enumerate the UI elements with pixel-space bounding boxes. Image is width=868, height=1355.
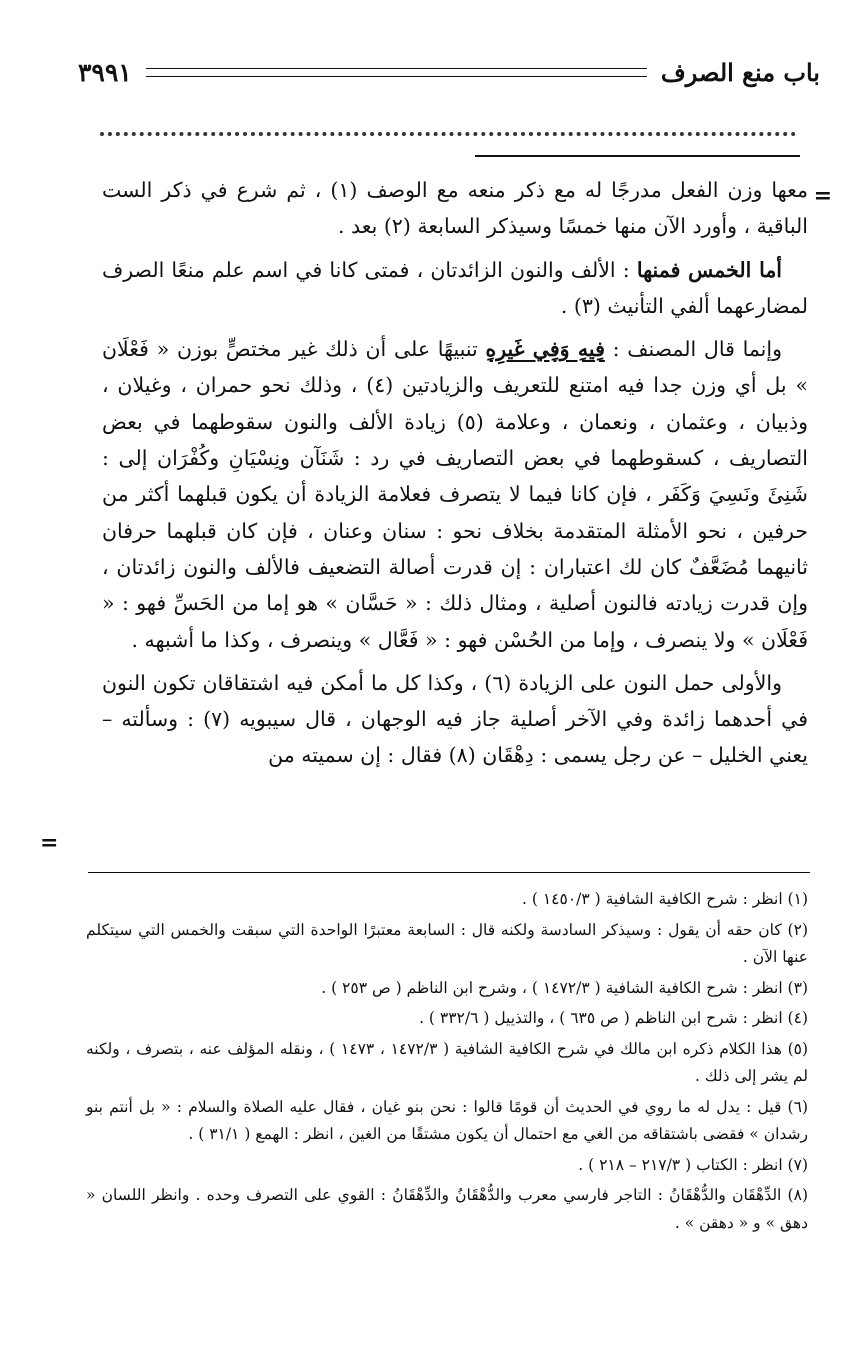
paragraph-1 <box>102 172 808 245</box>
continuation-mark-bottom: = <box>40 830 59 856</box>
footnote: (٣) انظر : شرح الكافية الشافية ( ١٤٧٢/٣ ) ، وشرح ابن الناظم ( ص ٢٥٣ ) . <box>321 978 808 997</box>
paragraph-2 <box>102 252 808 325</box>
chapter-title: باب منع الصرف <box>660 57 820 87</box>
footnote: (٦) قيل : يدل له ما روي في الحديث أن قومًا قالوا : نحن بنو غيان ، فقال عليه الصلاة والسلام : « بل أنتم بنو رشدان » فقضى باشتقاقه من الغي مع احتمال أن يكون مشتقًا من الغين ، انظر : الهمع ( ٣١/١ ) . <box>86 1097 808 1143</box>
section-rule <box>475 155 800 157</box>
footnote: (٤) انظر : شرح ابن الناظم ( ص ٦٣٥ ) ، والتذييل ( ٣٣٢/٦ ) . <box>419 1009 808 1027</box>
paragraph-text: تنبيهًا على أن ذلك غير مختصٍّ بوزن « فَعْلَان » بل أي وزن جدا فيه امتنع للتعريف والزيادتين (٤) ، وذلك نحو حمران ، وغيلان ، وذبيان ، وعثمان ، ونعمان ، وعلامة (٥) زيادة الألف والنون سقوطهما في بعض التصاريف ، كسقوطهما في بعض التصاريف في رد : شَنَآن ونِسْيَانِ وكُفْرَان إلى : شَنِئَ ونَسِيَ وَكَفَر ، فإن كانا فيما لا يتصرف فعلامة الزيادة أن يكون قبلهما أكثر من حرفين ، نحو الأمثلة المتقدمة بخلاف نحو : سنان وعنان ، فإن كان قبلهما حرفان ثانيهما مُضَعَّفٌ كان لك اعتباران : إن قدرت أصالة التضعيف فالألف والنون زائدتان ، وإن قدرت زيادته فالنون أصلية ، ومثال ذلك : « حَسَّان » هو إما من الحَسِّ فهو : « فَعْلَان » ولا ينصرف ، وإما من الحُسْن فهو : « فَعَّال » وينصرف ، وكذا ما أشبهه . <box>102 337 808 652</box>
footnote: (٢) كان حقه أن يقول : وسيذكر السادسة ولكنه قال : السابعة معتبرًا الواحدة التي سبقت والخمس التي سيتكلم عنها الآن . <box>86 920 808 966</box>
paragraph-lead: أما الخمس فمنها <box>636 257 783 282</box>
paragraph-text: والأولى حمل النون على الزيادة (٦) ، وكذا كل ما أمكن فيه اشتقاقان تكون النون في أحدهما زائدة وفي الآخر أصلية جاز فيه الوجهان ، قال سيبويه (٧) : وسألته – يعني الخليل – عن رجل يسمى : دِهْقَان (٨) فقال : إن سميته من <box>102 670 808 768</box>
footnote: (٥) هذا الكلام ذكره ابن مالك في شرح الكافية الشافية ( ١٤٧٢/٣ ، ١٤٧٣ ) ، ونقله المؤلف عنه ، بتصرف ، ولكنه لم يشر إلى ذلك . <box>86 1039 809 1085</box>
footnote: (٧) انظر : الكتاب ( ٢١٧/٣ – ٢١٨ ) . <box>578 1155 808 1174</box>
paragraph-4 <box>102 665 808 774</box>
footnote-separator <box>88 872 810 873</box>
header-double-rule <box>146 68 647 77</box>
paragraph-3 <box>102 331 808 658</box>
footnote: (٨) الدِّهْقَان والدُّهْقَانُ : التاجر فارسي معرب والدُّهْقَانُ والدِّهْقَانُ : القوي على التصرف وحده . وانظر اللسان « دهق » و « دهقن » . <box>86 1186 808 1232</box>
main-text <box>102 172 808 781</box>
page-number: ٣٩٩١ <box>78 57 132 87</box>
continuation-mark-top: = <box>813 183 832 209</box>
paragraph-text-before: وإنما قال المصنف : <box>604 337 782 362</box>
footnotes <box>86 886 808 1240</box>
paragraph-text: : الألف والنون الزائدتان ، فمتى كانا في اسم علم منعًا الصرف لمضارعهما ألفي التأنيث (٣) . <box>102 257 808 318</box>
footnote: (١) انظر : شرح الكافية الشافية ( ١٤٥٠/٣ ) . <box>522 890 808 908</box>
running-header <box>78 52 820 92</box>
paragraph-text: معها وزن الفعل مدرجًا له مع ذكر منعه مع الوصف (١) ، ثم شرع في ذكر الست الباقية ، وأورد الآن منها خمسًا وسيذكر السابعة (٢) بعد . <box>102 178 808 239</box>
dotted-separator <box>100 132 796 136</box>
quoted-phrase: فِيهِ وَفِي غَيرِهِ <box>485 337 605 362</box>
